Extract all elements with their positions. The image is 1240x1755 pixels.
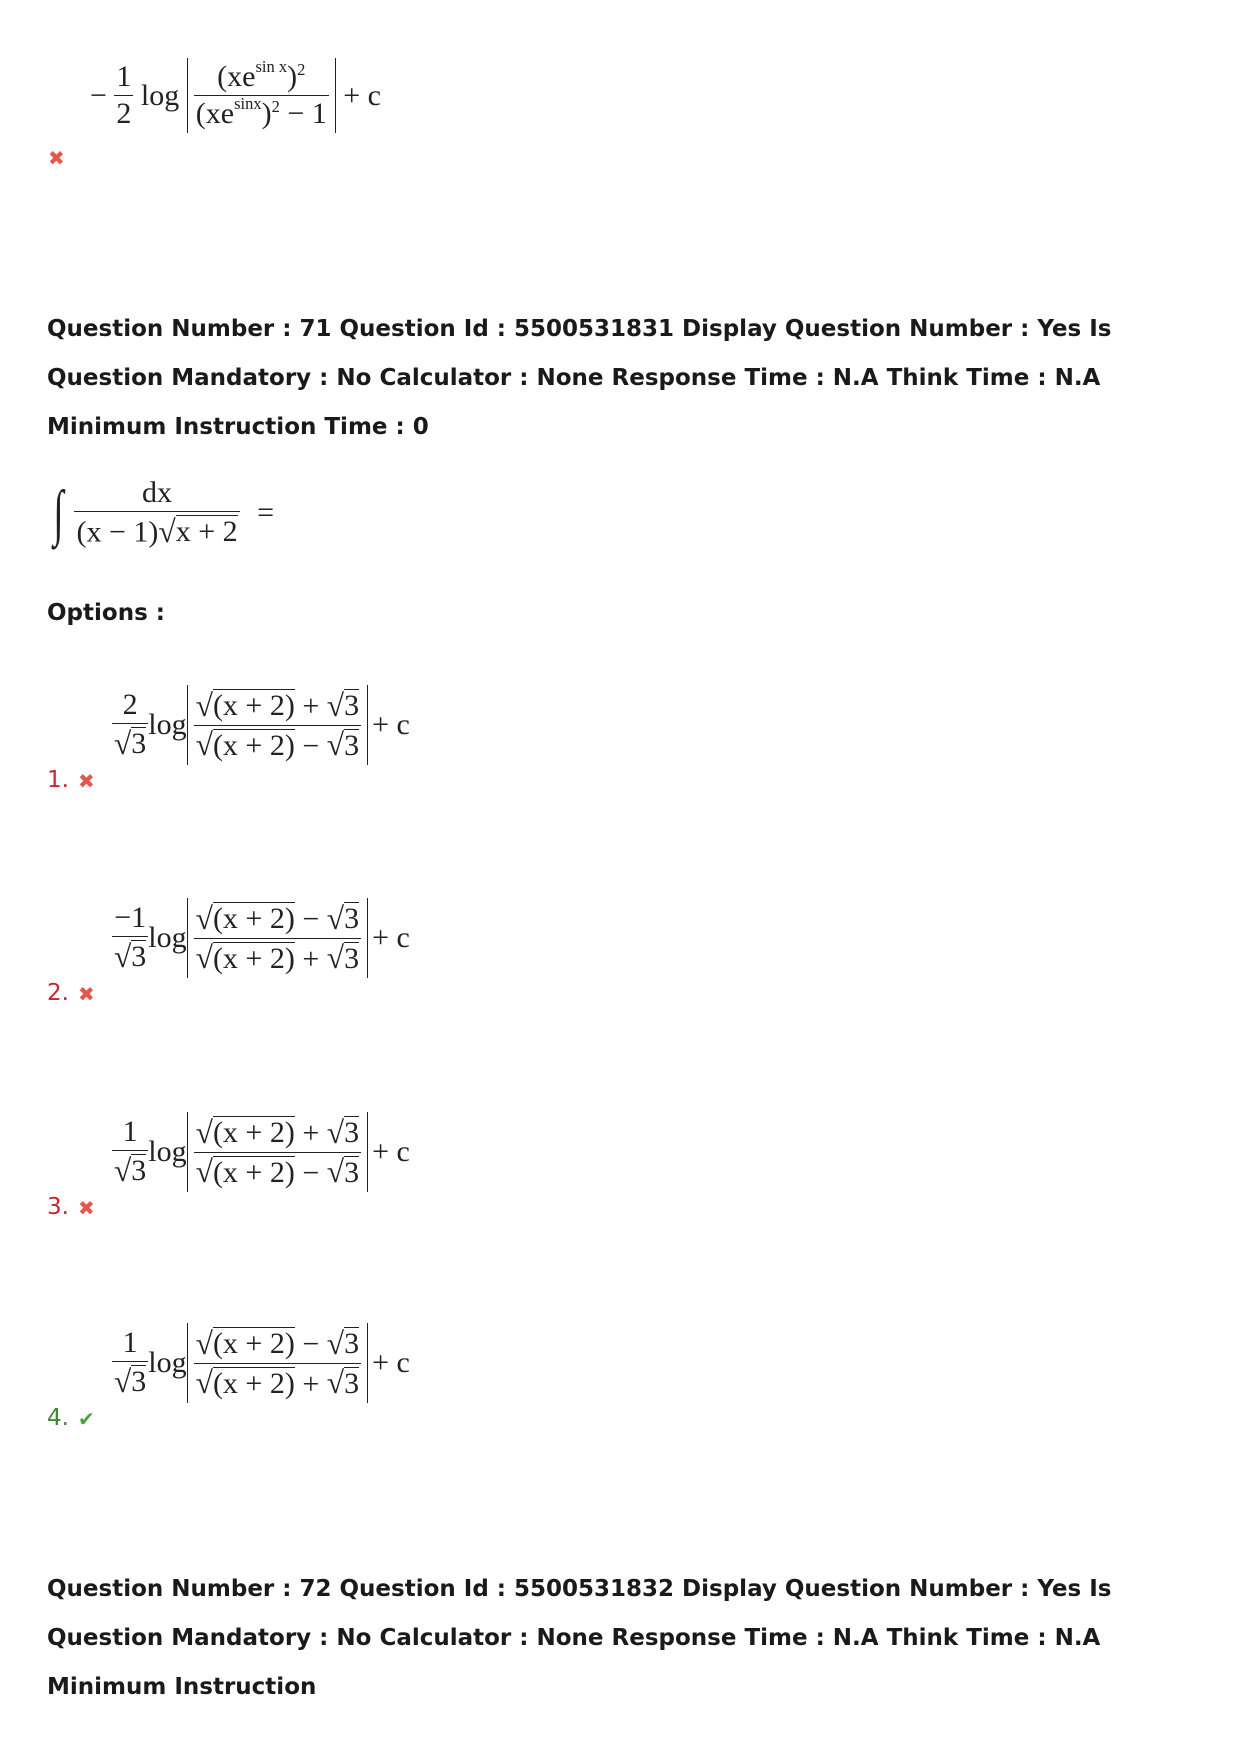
wrong-mark-icon: ✖ [78, 1196, 95, 1220]
option-formula [112, 685, 410, 765]
correct-mark-icon: ✔ [78, 1407, 95, 1431]
log-numerator: $(xe^{sin x})^2$ [217, 56, 306, 93]
coefficient-numerator: 1 [122, 1326, 138, 1360]
plus-constant: + c [343, 78, 381, 112]
log-argument-fraction [194, 902, 361, 974]
log-denominator: √ (x + 2) + √ 3 [194, 938, 361, 975]
log-label: log [148, 1346, 187, 1379]
log-argument-fraction [194, 1116, 361, 1188]
option-number: 3. [47, 1194, 69, 1220]
plus-constant: + c [372, 708, 410, 741]
coefficient-fraction [112, 903, 148, 973]
option-formula [112, 898, 410, 978]
log-denominator: $(xe^{sinx})^2 - 1$ [195, 93, 327, 130]
options-label: Options : [47, 600, 165, 626]
plus-constant: + c [372, 1346, 410, 1379]
log-denominator: √ (x + 2) − √ 3 [194, 1152, 361, 1189]
coefficient-numerator: 2 [122, 688, 138, 722]
question-72-meta: Question Number : 72 Question Id : 5500531832 Display Question Number : Yes Is Question Mandatory : No Calculator : None Response Time : N.A Think Time : N.A Minimum Instruction [47, 1576, 1120, 1700]
coefficient-denominator: √ 3 [112, 1361, 148, 1398]
option-number: 4. [47, 1405, 69, 1431]
absolute-value [187, 685, 368, 765]
log-argument-fraction [194, 689, 361, 761]
log-denominator: √ (x + 2) + √ 3 [194, 1363, 361, 1400]
integral-sign: ∫ [53, 478, 64, 547]
log-argument-fraction [194, 56, 329, 130]
absolute-value [187, 58, 336, 133]
integrand-numerator: dx [142, 476, 173, 509]
option-formula [112, 1112, 410, 1192]
plus-constant: + c [372, 1135, 410, 1168]
coefficient-fraction [112, 1117, 148, 1187]
equals-sign: = [257, 495, 275, 529]
question-71-meta: Question Number : 71 Question Id : 5500531831 Display Question Number : Yes Is Question Mandatory : No Calculator : None Response Time : N.A Think Time : N.A Minimum Instruction Time : 0 [47, 316, 1120, 440]
coefficient-numerator: −1 [114, 901, 147, 935]
coefficient-numerator: 1 [116, 60, 132, 93]
integrand-fraction [74, 478, 239, 548]
integrand-denominator: (x − 1) √ x + 2 [74, 511, 239, 548]
log-label: log [148, 921, 187, 954]
log-numerator: √ (x + 2) + √ 3 [195, 687, 360, 723]
log-numerator: √ (x + 2) − √ 3 [195, 1325, 360, 1361]
coefficient-fraction [112, 690, 148, 760]
coefficient-denominator: √ 3 [112, 723, 148, 760]
log-label: log [140, 78, 180, 112]
absolute-value [187, 1323, 368, 1403]
coefficient-denominator: √ 3 [112, 936, 148, 973]
option-number: 1. [47, 767, 69, 793]
absolute-value [187, 1112, 368, 1192]
plus-constant: + c [372, 921, 410, 954]
absolute-value [187, 898, 368, 978]
coefficient-numerator: 1 [122, 1115, 138, 1149]
question-71-integral [50, 478, 274, 548]
wrong-mark-icon: ✖ [48, 146, 65, 170]
prev-option-formula [90, 58, 381, 133]
coefficient-fraction [112, 1328, 148, 1398]
option-number: 2. [47, 980, 69, 1006]
wrong-mark-icon: ✖ [78, 982, 95, 1006]
log-label: log [148, 1135, 187, 1168]
coefficient-fraction [114, 62, 133, 129]
wrong-mark-icon: ✖ [78, 769, 95, 793]
minus-sign: − [90, 78, 107, 112]
log-numerator: √ (x + 2) − √ 3 [195, 900, 360, 936]
log-denominator: √ (x + 2) − √ 3 [194, 725, 361, 762]
coefficient-denominator: √ 3 [112, 1150, 148, 1187]
log-numerator: √ (x + 2) + √ 3 [195, 1114, 360, 1150]
log-label: log [148, 708, 187, 741]
coefficient-denominator: 2 [116, 97, 132, 130]
log-argument-fraction [194, 1327, 361, 1399]
option-formula [112, 1323, 410, 1403]
